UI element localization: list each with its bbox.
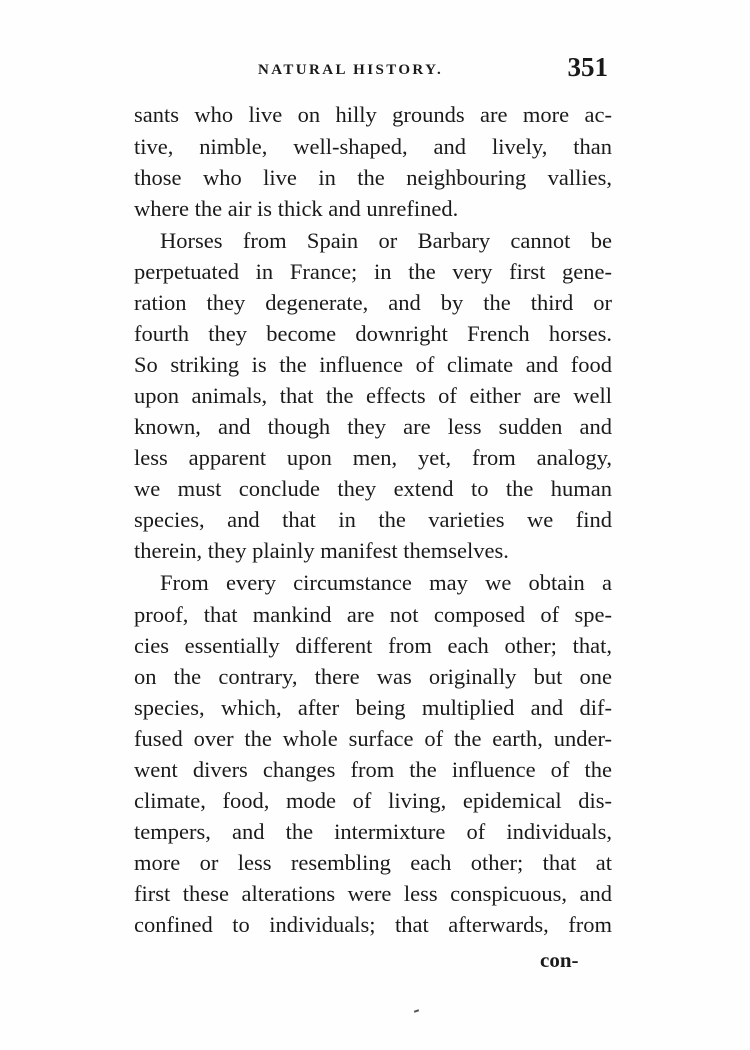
text-line: ration they degenerate, and by the third or bbox=[134, 290, 612, 315]
ink-speck bbox=[414, 1009, 419, 1013]
text-line: fourth they become downright French horses. bbox=[134, 321, 612, 346]
text-line: species, which, after being multiplied and dif- bbox=[134, 695, 612, 720]
text-line: first these alterations were less conspicuous, and bbox=[134, 881, 612, 906]
text-line: we must conclude they extend to the human bbox=[134, 476, 612, 501]
text-line: more or less resembling each other; that at bbox=[134, 850, 612, 875]
text-line: therein, they plainly manifest themselves. bbox=[134, 538, 509, 563]
text-line: confined to individuals; that afterwards, from bbox=[134, 912, 612, 937]
running-title: NATURAL HISTORY. bbox=[258, 62, 444, 78]
text-line: on the contrary, there was originally but one bbox=[134, 664, 612, 689]
text-line: went divers changes from the influence of the bbox=[134, 757, 612, 782]
text-line: So striking is the influence of climate and food bbox=[134, 352, 612, 377]
text-line: tempers, and the intermixture of individuals, bbox=[134, 819, 612, 844]
running-head bbox=[130, 52, 610, 92]
catchword: con- bbox=[540, 948, 579, 972]
text-line: fused over the whole surface of the earth, under- bbox=[134, 726, 612, 751]
paragraph-first-line: Horses from Spain or Barbary cannot be bbox=[160, 228, 612, 253]
text-line: sants who live on hilly grounds are more ac- bbox=[134, 102, 612, 127]
text-line: where the air is thick and unrefined. bbox=[134, 196, 459, 221]
text-line: tive, nimble, well-shaped, and lively, than bbox=[134, 134, 612, 159]
text-line: cies essentially different from each other; that, bbox=[134, 633, 612, 658]
text-line: proof, that mankind are not composed of spe- bbox=[134, 602, 612, 627]
text-line: less apparent upon men, yet, from analogy, bbox=[134, 445, 612, 470]
text-line: upon animals, that the effects of either are well bbox=[134, 383, 612, 408]
text-line: climate, food, mode of living, epidemical dis- bbox=[134, 788, 612, 813]
paragraph-first-line: From every circumstance may we obtain a bbox=[160, 570, 612, 595]
text-line: species, and that in the varieties we find bbox=[134, 507, 612, 532]
text-line: known, and though they are less sudden and bbox=[134, 414, 612, 439]
text-line: perpetuated in France; in the very first gene- bbox=[134, 259, 612, 284]
page-number: 351 bbox=[567, 52, 608, 82]
text-line: those who live in the neighbouring vallies, bbox=[134, 165, 612, 190]
